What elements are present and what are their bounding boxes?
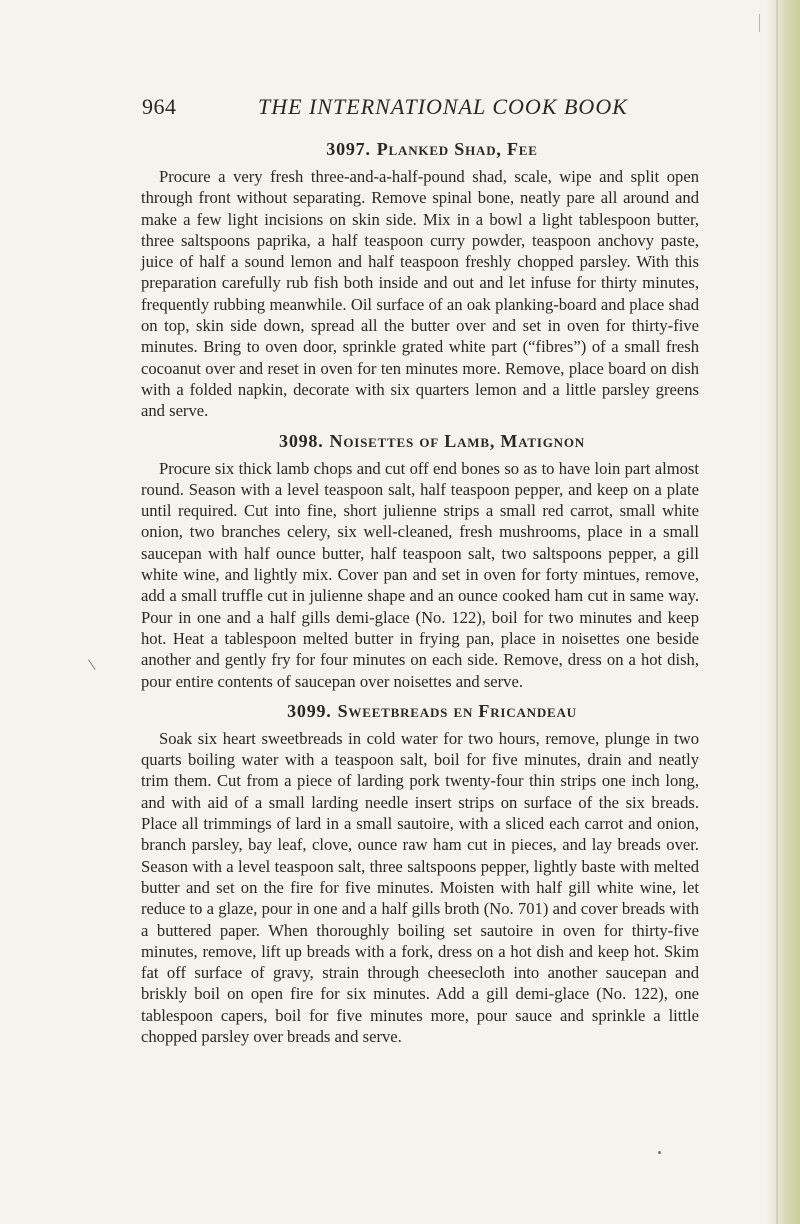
margin-stray-mark [88, 656, 101, 670]
page-edge [766, 0, 800, 1224]
recipe-title: Sweetbreads en Fricandeau [337, 700, 577, 721]
recipe-number: 3098. [279, 430, 324, 451]
recipe-body: Procure a very fresh three-and-a-half-pound shad, scale, wipe and split open through front without separating. Remove spinal bone, neatly pare all around and make a few light incisions on skin side. Mix in a bowl a light tablespoon butter, three saltspoons paprika, a half teaspoon curry powder, teaspoon anchovy paste, juice of half a sound lemon and half teaspoon freshly chopped parsley. With this preparation carefully rub fish both inside and out and let infuse for thirty minutes, frequently rubbing meanwhile. Oil surface of an oak planking-board and place shad on top, skin side down, spread all the butter over and set in oven for thirty-five minutes. Bring to oven door, sprinkle grated white part (“fibres”) of a small fresh cocoanut over and reset in oven for ten minutes more. Remove, place board on dish with a folded napkin, decorate with six quarters lemon and a little parsley greens and serve. [141, 167, 699, 421]
recipe-number: 3097. [326, 139, 371, 159]
recipe-body: Soak six heart sweetbreads in cold water for two hours, remove, plunge in two quarts boiling water with a teaspoon salt, boil for five minutes, drain and neatly trim them. Cut from a piece of larding pork twenty-four thin strips one inch long, and with aid of a small larding needle insert strips on surface of the six breads. Place all trimmings of lard in a small sautoire, with a sliced each carrot and onion, branch parsley, bay leaf, clove, ounce raw ham cut in pieces, and lay breads over. Season with a level teaspoon salt, three saltspoons pepper, lightly baste with melted butter and set on the fire for five minutes. Moisten with half gill white wine, let reduce to a glaze, pour in one and a half gills broth (No. 701) and cover breads with a buttered paper. When thoroughly boiling set sautoire in oven for thirty-five minutes, remove, lift up breads with a fork, dress on a hot dish and keep hot. Skim fat off surface of gravy, strain through cheesecloth into another saucepan and briskly boil on open fire for six minutes. Add a gill demi-glace (No. 122), one tablespoon capers, boil for five minutes more, pour sauce and sprinkle a little chopped parsley over breads and serve. [141, 728, 699, 1046]
margin-tick-mark [759, 14, 760, 32]
page-content [141, 136, 699, 1053]
recipe-heading [141, 428, 699, 454]
recipe-3097 [141, 136, 699, 422]
margin-dot-mark [658, 1151, 661, 1154]
page-number: 964 [142, 94, 177, 119]
page-edge-shadow [776, 0, 778, 1224]
recipe-body: Procure six thick lamb chops and cut off end bones so as to have loin part almost round. Season with a level teaspoon salt, half teaspoon pepper, and keep on a plate until required. Cut into fine, short julienne strips a small red carrot, small white onion, two branches celery, six well-cleaned, fresh mushrooms, place in a small saucepan with half ounce butter, half teaspoon salt, two saltspoons pepper, a gill white wine, and lightly mix. Cover pan and set in oven for forty mintues, remove, add a small truffle cut in julienne shape and an ounce cooked ham cut in same way. Pour in one and a half gills demi-glace (No. 122), boil for two minutes and keep hot. Heat a tablespoon melted butter in frying pan, place in noisettes one beside another and gently fry for four minutes on each side. Remove, dress on a hot dish, pour entire contents of saucepan over noisettes and serve. [141, 458, 699, 691]
recipe-number: 3099. [287, 700, 332, 721]
recipe-heading [141, 698, 699, 724]
recipe-title: Noisettes of Lamb, Matignon [329, 430, 585, 451]
recipe-heading [141, 136, 699, 162]
recipe-3099 [141, 698, 699, 1047]
running-head [142, 94, 662, 124]
recipe-3098 [141, 428, 699, 692]
book-title: THE INTERNATIONAL COOK BOOK [258, 94, 628, 119]
recipe-title: Planked Shad, Fee [376, 139, 538, 159]
